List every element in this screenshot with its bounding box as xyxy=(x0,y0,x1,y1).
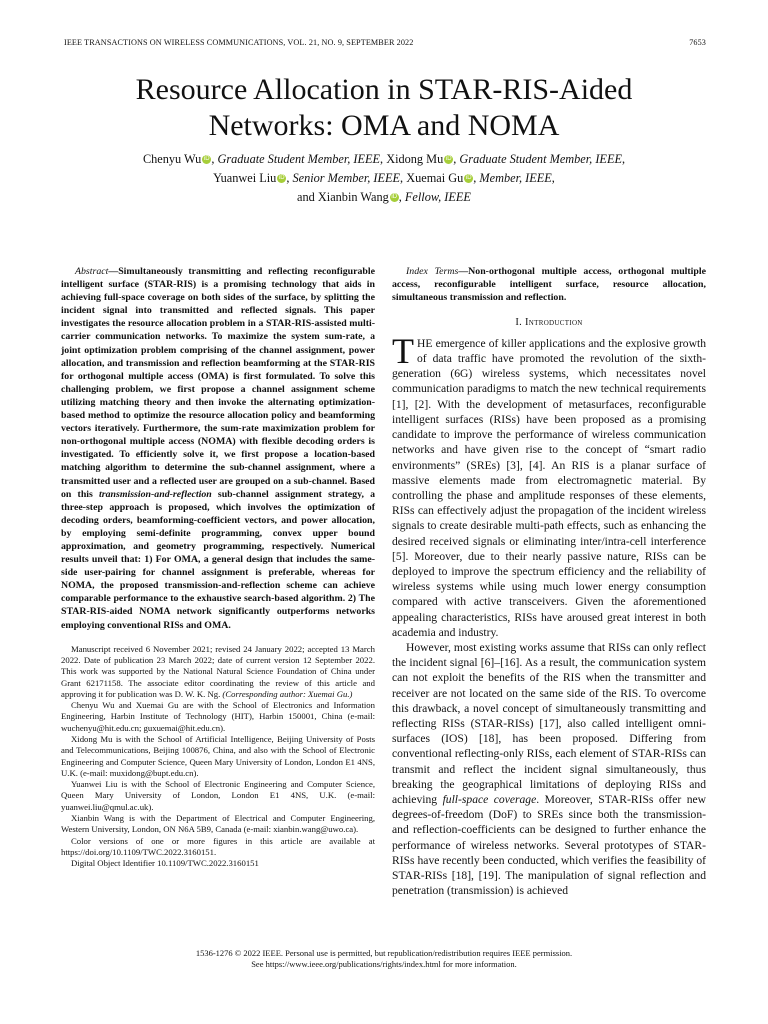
index-terms xyxy=(392,265,706,304)
author-name: Chenyu Wu xyxy=(142,152,202,166)
drop-cap: T xyxy=(392,330,414,371)
copyright-line-1: 1536-1276 © 2022 IEEE. Personal use is permitted, but republication/redistribution requires IEEE permission. xyxy=(195,948,573,958)
intro-paragraph-2 xyxy=(392,640,706,898)
orcid-icon[interactable]: iD xyxy=(445,156,452,162)
author-connector: and xyxy=(297,190,315,205)
author-affiliation: Member, IEEE xyxy=(479,171,552,186)
copyright-line-2: See https://www.ieee.org/publications/rights/index.html for more information. xyxy=(251,959,517,969)
author-affiliation: Fellow, IEEE xyxy=(404,190,471,205)
copyright-notice xyxy=(0,948,768,970)
index-terms-text: Non-orthogonal multiple access, orthogonal multiple access, reconfigurable intelligent surface, resource allocation, simultaneous transmission and reflection. xyxy=(392,266,706,304)
left-column xyxy=(61,265,375,870)
title-line-2: Networks: OMA and NOMA xyxy=(208,109,560,142)
author-affiliation: Graduate Student Member, IEEE xyxy=(217,152,381,166)
author-line-3: and Xianbin Wang iD , Fellow, IEEE xyxy=(297,190,471,205)
author-affiliation: Senior Member, IEEE xyxy=(292,171,401,186)
author-list xyxy=(0,150,768,208)
paper-title xyxy=(0,72,768,144)
footnote-affiliation-3: Yuanwei Liu is with the School of Electronic Engineering and Computer Science, Queen Mary University of London, London E1 4NS, U.K. (e-mail: yuanwei.liu@qmul.ac.uk). xyxy=(61,779,375,812)
author-line-2: Yuanwei Liu iD , Senior Member, IEEE, Xuemai Gu iD , Member, IEEE, xyxy=(213,171,555,186)
orcid-icon[interactable]: iD xyxy=(203,156,210,162)
footnote-affiliation-1: Chenyu Wu and Xuemai Gu are with the School of Electronics and Information Engineering, Harbin Institute of Technology (HIT), Harbin 150001, China (e-mail: wuchenyu@hit.edu.cn; guxuemai@hit.edu.cn). xyxy=(61,700,375,733)
footnote-color-versions: Color versions of one or more figures in this article are available at https://doi.org/10.1109/TWC.2022.3160151. xyxy=(61,835,375,857)
intro-paragraph-1-text: HE emergence of killer applications and the explosive growth of data traffic have promoted the revolution of the sixth-generation (6G) wireless systems, which necessitates novel communication paradigms to match the new technical requirements [1], [2]. With the development of metasurfaces, reconfigurable intelligent surfaces (RISs) have been proposed as a promising candidate to improve the performance of wireless communication networks and have given rise to the concept of “smart radio environments” (SREs) [3], [4]. An RIS is a planar surface of massive elements made from electromagnetic material. By controlling the phase and amplitude responses of these elements, RISs can effectively adjust the propagation of the incident wireless signals to create desirable multi-path effects, such as enhancing the desired received signals or eliminating inter/intra-cell interference [5]. Moreover, due to their nearly passive nature, RISs can be deployed to improve the spectrum efficiency and the reliability of wireless systems while using much lower energy consumption compared with active transceivers. Given the aforementioned appealing characteristics, RISs have aroused great interest in both academia and industry. xyxy=(392,336,706,639)
index-terms-dash: — xyxy=(458,266,469,277)
journal-header: IEEE TRANSACTIONS ON WIRELESS COMMUNICATIONS, VOL. 21, NO. 9, SEPTEMBER 2022 xyxy=(64,38,414,47)
orcid-icon[interactable]: iD xyxy=(465,175,472,182)
title-line-1: Resource Allocation in STAR-RIS-Aided xyxy=(135,73,633,106)
author-line-1: Chenyu Wu iD , Graduate Student Member, IEEE, Xidong Mu iD , Graduate Student Member, IEEE, xyxy=(142,152,626,166)
corresponding-author: (Corresponding author: Xuemai Gu.) xyxy=(222,688,353,699)
section-title: Introduction xyxy=(525,317,583,329)
section-number: I. xyxy=(515,317,523,329)
footnote-affiliation-2: Xidong Mu is with the School of Artificial Intelligence, Beijing University of Posts and Telecommunications, Beijing 100876, China, and also with the School of Electronic Engineering and Computer Science, Queen Mary University of London, London E1 4NS, U.K. (e-mail: muxidong@bupt.edu.cn). xyxy=(61,734,375,778)
intro-paragraph-2-text-b: . Moreover, STAR-RISs offer new degrees-of-freedom (DoF) to SREs since both the transmission- and reflection-coefficients can be designed to further enhance the performance of wireless networks. Several prototypes of STAR-RISs have recently been conducted, which verifies the feasibility of STAR-RISs [18], [19]. The manipulation of signal reflection and penetration (transmission) is achieved xyxy=(392,792,707,898)
footnote-doi: Digital Object Identifier 10.1109/TWC.2022.3160151 xyxy=(71,858,259,869)
right-column xyxy=(392,265,706,898)
abstract-text-part2: sub-channel assignment strategy, a three-step approach is proposed, which involves the optimization of decoding orders, beamforming-coefficient vectors, and power allocation, by employing semi-definite programming, convex upper bound approximation, and geometry programming, respectively. Numerical results unveil that: 1) For OMA, a general design that includes the same-side user-pairing for channel assignment is preferable, whereas for NOMA, the proposed transmission-and-reflection scheme can achieve comparable performance to the exhaustive search-based algorithm. 2) The STAR-RIS-aided NOMA network significantly outperforms networks employing conventional RISs and OMA. xyxy=(61,488,375,631)
footnote-affiliation-4: Xianbin Wang is with the Department of Electrical and Computer Engineering, Western University, London, ON N6A 5B9, Canada (e-mail: xianbin.wang@uwo.ca). xyxy=(61,813,375,835)
footnote-manuscript xyxy=(61,644,375,700)
abstract-dash: — xyxy=(108,266,119,277)
author-name: Yuanwei Liu xyxy=(213,171,277,186)
author-name: Xuemai Gu xyxy=(406,171,464,186)
abstract-text-part1: Simultaneously transmitting and reflecting reconfigurable intelligent surface (STAR-RIS) is a promising technology that aids in achieving full-space coverage on both sides of the surface, by splitting the incident signal into transmitted and reflected signals. This paper investigates the resource allocation problem in a STAR-RIS-assisted multi-carrier communication networks. To maximize the system sum-rate, a joint optimization problem comprising of the channel assignment, power allocation, and transmission and reflection beamforming at the STAR-RIS for orthogonal multiple access (OMA) is first formulated. To solve this challenging problem, we first propose a channel assignment scheme utilizing matching theory and then invoke the alternating optimization-based method to optimize the resource allocation policy and beamforming vectors iteratively. Furthermore, the sum-rate maximization problem for non-orthogonal multiple access (NOMA) with flexible decoding orders is investigated. To efficiently solve it, we first propose a location-based matching algorithm to determine the sub-channel assignment, where a transmitted user and a reflected user are grouped on a sub-channel. Based on this xyxy=(61,266,375,500)
author-name: Xidong Mu xyxy=(386,152,444,166)
page-number: 7653 xyxy=(689,38,706,47)
author-affiliation: Graduate Student Member, IEEE xyxy=(459,152,622,166)
section-heading xyxy=(392,316,706,330)
intro-emphasis: full-space coverage xyxy=(442,792,537,806)
orcid-icon[interactable]: iD xyxy=(278,175,285,182)
abstract-emphasis: transmission-and-reflection xyxy=(99,488,212,500)
index-terms-label: Index Terms xyxy=(406,266,459,277)
introduction-body xyxy=(392,330,707,899)
intro-paragraph-2-text-a: However, most existing works assume that RISs can only reflect the incident signal [6]–[16]. As a result, the communication system can not exploit the benefits of the RIS when the transmitter and receiver are not located on the same side of the RIS. To overcome this drawback, a novel concept of simultaneously transmitting and reflecting RISs (STAR-RISs) [17], also called intelligent omni-surfaces (IOS) [18], has been proposed. Differing from conventional reflecting-only RISs, each element of STAR-RISs can transmit and reflect the incident signal simultaneously, thus breaking the geographical limitations of deploying RISs and achieving xyxy=(392,640,706,806)
author-name: Xianbin Wang xyxy=(317,190,389,205)
intro-paragraph-1 xyxy=(392,330,706,640)
footnote-manuscript-text: Manuscript received 6 November 2021; revised 24 January 2022; accepted 13 March 2022. Date of publication 23 March 2022; date of current version 12 September 2022. This work was supported by the National Natural Science Foundation of China under Grant 62171158. The associate editor coordinating the review of this article and approving it for publication was D. W. K. Ng. xyxy=(61,643,375,699)
footnotes xyxy=(61,644,375,870)
abstract-label: Abstract xyxy=(75,266,109,277)
running-head xyxy=(64,38,706,47)
abstract xyxy=(61,265,375,632)
orcid-icon[interactable]: iD xyxy=(391,194,398,201)
